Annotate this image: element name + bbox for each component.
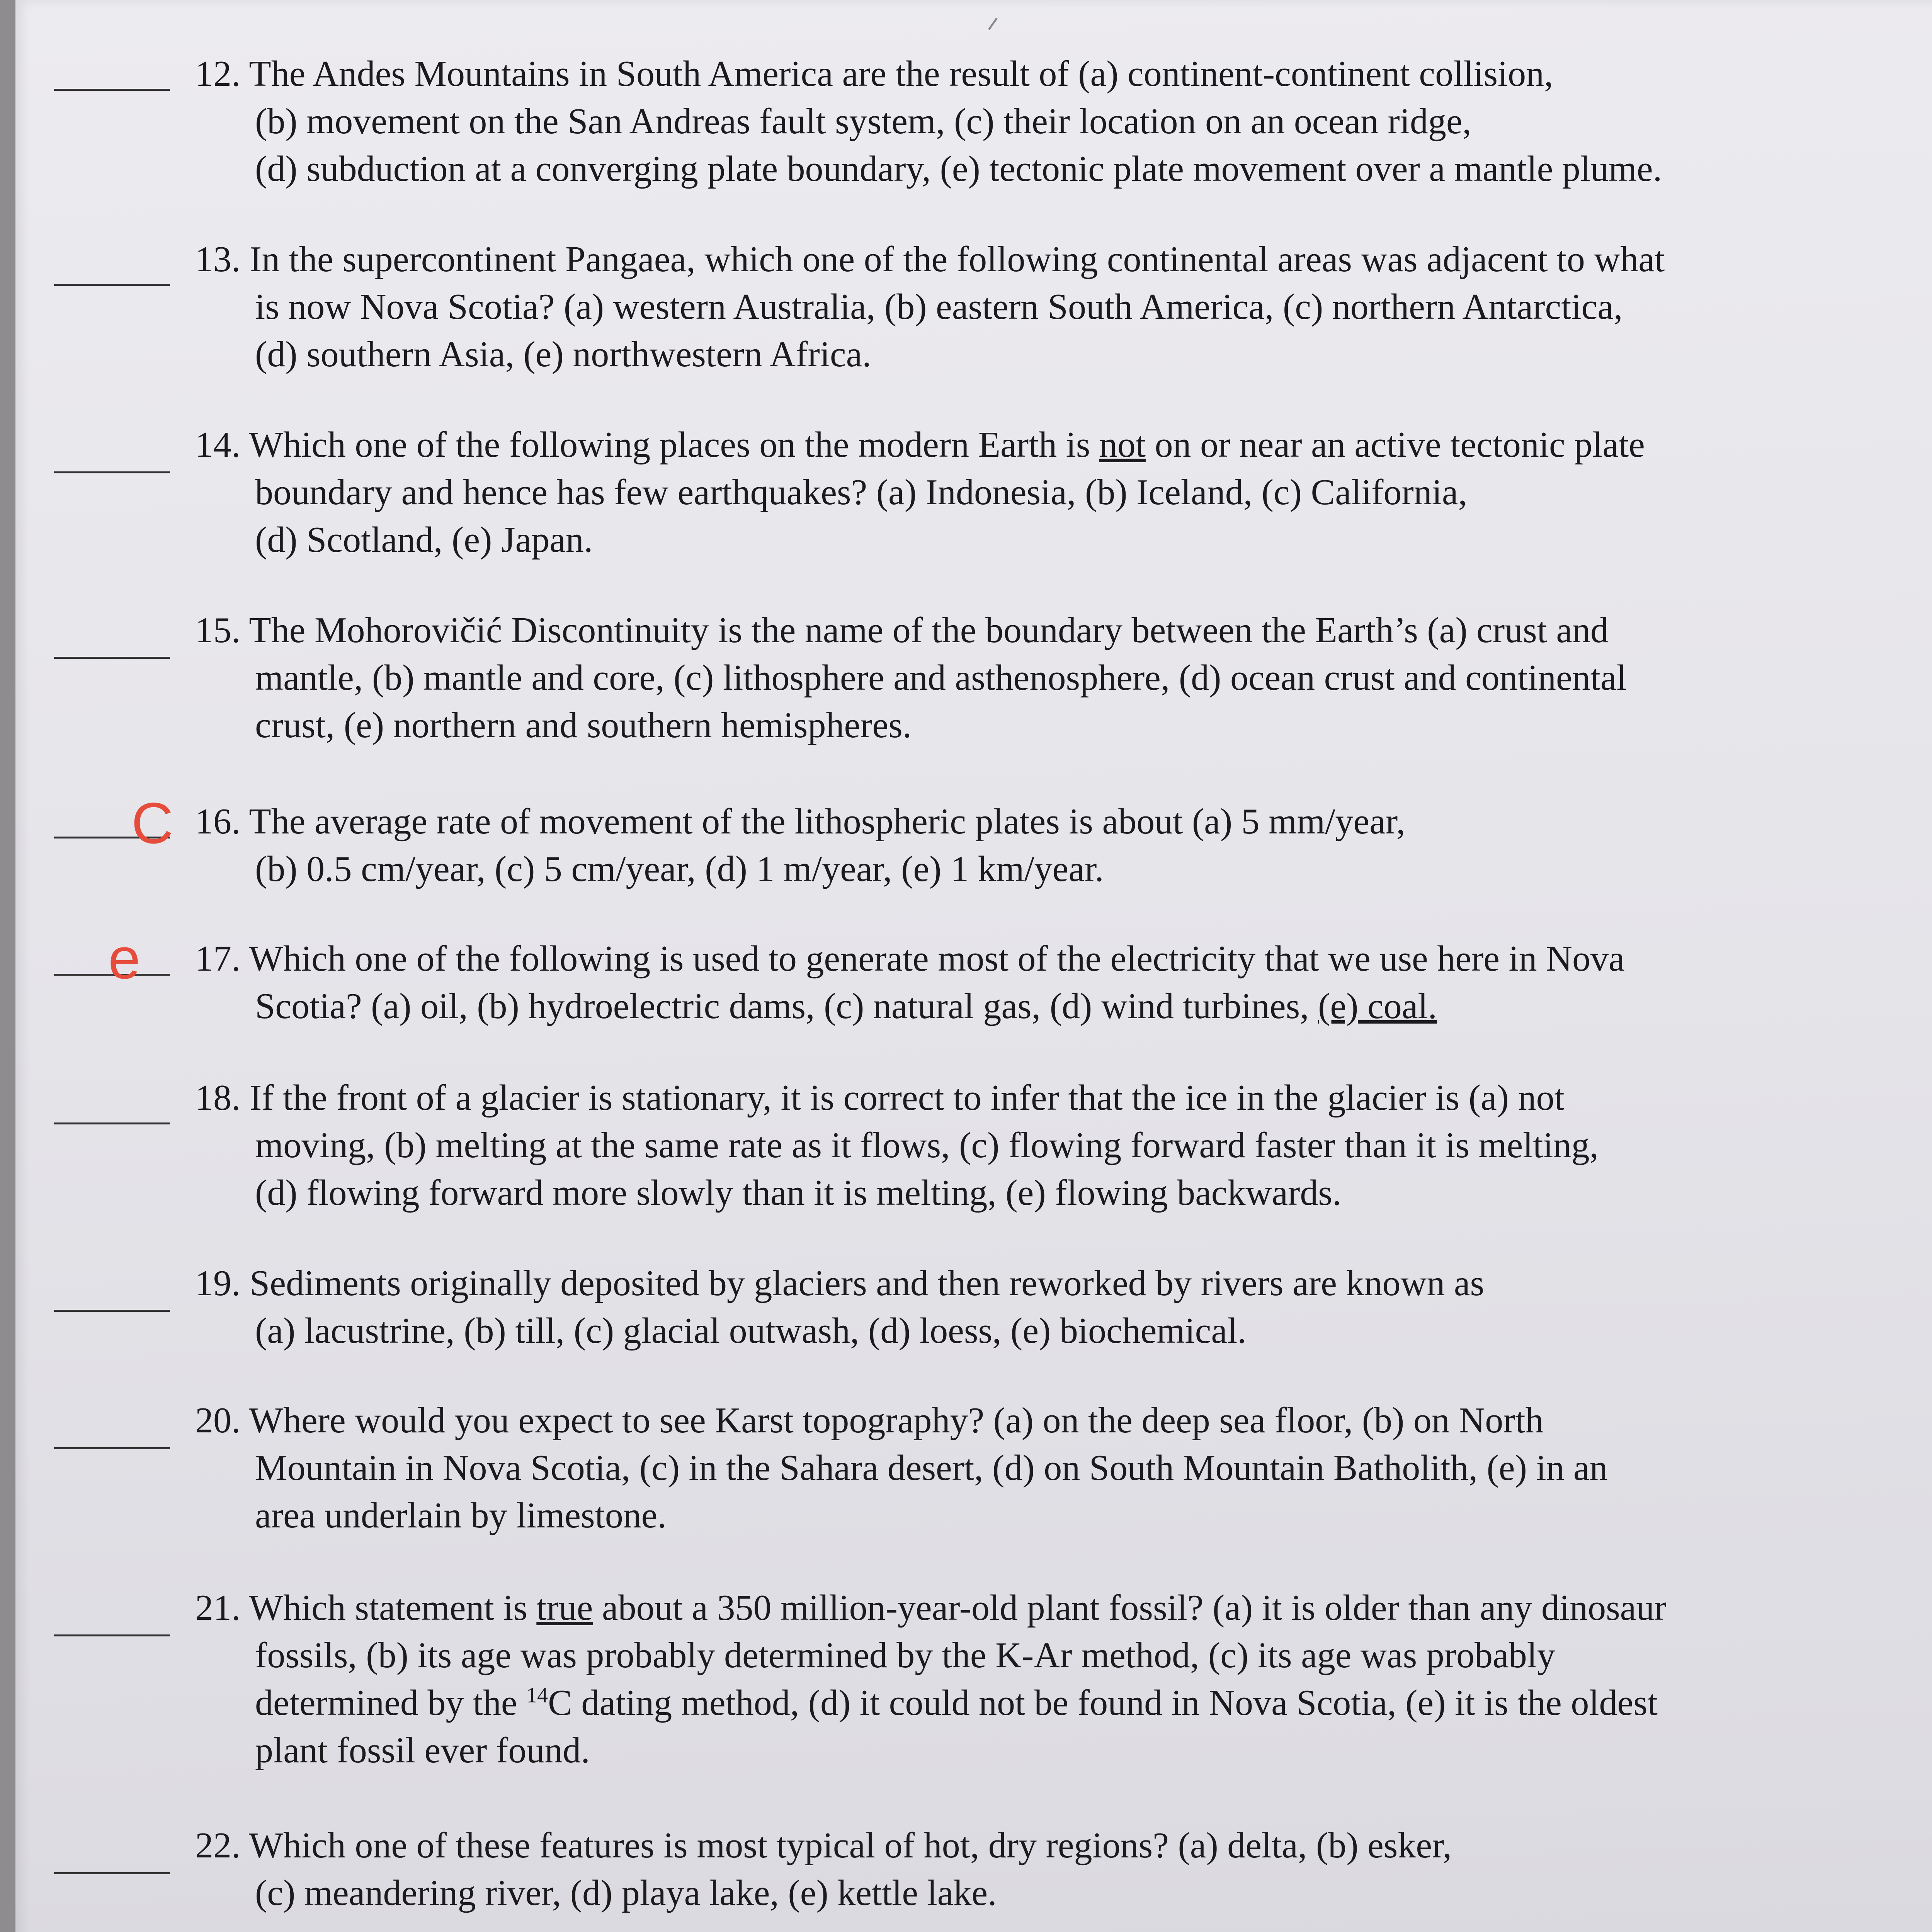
answer-blank[interactable] [54, 1310, 170, 1312]
answer-blank[interactable] [54, 1447, 170, 1449]
underlined-word: true [536, 1588, 593, 1628]
question-line: 16. The average rate of movement of the lithospheric plates is about (a) 5 mm/year, [195, 801, 1405, 842]
question-line: (d) Scotland, (e) Japan. [255, 520, 593, 560]
answer-blank[interactable] [54, 1634, 170, 1636]
answer-blank[interactable] [54, 471, 170, 473]
question-line: 22. Which one of these features is most typical of hot, dry regions? (a) delta, (b) esker, [195, 1825, 1452, 1866]
question-line: boundary and hence has few earthquakes? (a) Indonesia, (b) Iceland, (c) California, [255, 472, 1468, 512]
question-line: fossils, (b) its age was probably determined by the K-Ar method, (c) its age was probably [255, 1635, 1555, 1675]
question-line: 21. Which statement is true about a 350 million-year-old plant fossil? (a) it is older than any dinosaur [195, 1588, 1667, 1628]
question-text [195, 1584, 1785, 1774]
question-line: Scotia? (a) oil, (b) hydroelectric dams, (c) natural gas, (d) wind turbines, (e) coal. [255, 986, 1437, 1026]
underlined-answer: (e) coal. [1318, 986, 1437, 1026]
question-line: (b) 0.5 cm/year, (c) 5 cm/year, (d) 1 m/year, (e) 1 km/year. [255, 849, 1104, 889]
question-line: (b) movement on the San Andreas fault system, (c) their location on an ocean ridge, [255, 101, 1472, 141]
question-text [195, 1074, 1785, 1217]
question-text [195, 1822, 1785, 1917]
question-line: Mountain in Nova Scotia, (c) in the Sahara desert, (d) on South Mountain Batholith, (e) in an [255, 1448, 1608, 1488]
question-line: 13. In the supercontinent Pangaea, which one of the following continental areas was adjacent to what [195, 239, 1665, 279]
question-line: 12. The Andes Mountains in South America are the result of (a) continent-continent collision, [195, 54, 1553, 94]
question-line: mantle, (b) mantle and core, (c) lithosphere and asthenosphere, (d) ocean crust and continental [255, 658, 1627, 698]
question-line: (d) southern Asia, (e) northwestern Africa. [255, 334, 871, 374]
question-line: 19. Sediments originally deposited by glaciers and then reworked by rivers are known as [195, 1263, 1485, 1303]
superscript: 14 [526, 1683, 548, 1708]
question-line: 14. Which one of the following places on the modern Earth is not on or near an active tectonic plate [195, 425, 1645, 465]
answer-blank[interactable] [54, 1872, 170, 1874]
question-line: plant fossil ever found. [255, 1730, 590, 1770]
question-line: 17. Which one of the following is used to generate most of the electricity that we use here in Nova [195, 939, 1625, 979]
question-line: crust, (e) northern and southern hemispheres. [255, 705, 912, 745]
question-line: 15. The Mohorovičić Discontinuity is the name of the boundary between the Earth’s (a) crust and [195, 610, 1609, 650]
question-text [195, 236, 1785, 378]
question-line: (d) flowing forward more slowly than it is melting, (e) flowing backwards. [255, 1173, 1342, 1213]
question-text [195, 421, 1785, 564]
question-line: determined by the $^{14}$C dating method, (d) it could not be found in Nova Scotia, (e) it is the oldest [255, 1683, 1658, 1723]
question-text [195, 607, 1785, 749]
question-line: area underlain by limestone. [255, 1495, 667, 1536]
answer-blank[interactable] [54, 1122, 170, 1124]
question-text [195, 1397, 1785, 1539]
question-line: moving, (b) melting at the same rate as it flows, (c) flowing forward faster than it is melting, [255, 1125, 1599, 1165]
question-text [195, 798, 1785, 893]
answer-blank[interactable] [54, 657, 170, 659]
question-text [195, 1260, 1785, 1355]
handwritten-answer: e [108, 926, 141, 991]
question-line: 18. If the front of a glacier is stationary, it is correct to infer that the ice in the glacier is (a) not [195, 1078, 1565, 1118]
worksheet-page [15, 0, 1932, 1932]
pencil-mark [988, 18, 1005, 35]
question-line: (c) meandering river, (d) playa lake, (e) kettle lake. [255, 1873, 997, 1913]
question-line: 20. Where would you expect to see Karst topography? (a) on the deep sea floor, (b) on North [195, 1400, 1544, 1440]
question-line: is now Nova Scotia? (a) western Australia, (b) eastern South America, (c) northern Antarctica, [255, 287, 1623, 327]
question-text [195, 935, 1785, 1030]
handwritten-answer: C [131, 791, 173, 855]
question-line: (d) subduction at a converging plate boundary, (e) tectonic plate movement over a mantle plume. [255, 149, 1662, 189]
underlined-word: not [1099, 425, 1146, 465]
answer-blank[interactable] [54, 284, 170, 286]
question-text [195, 50, 1785, 193]
answer-blank[interactable] [54, 89, 170, 91]
question-line: (a) lacustrine, (b) till, (c) glacial outwash, (d) loess, (e) biochemical. [255, 1311, 1247, 1351]
